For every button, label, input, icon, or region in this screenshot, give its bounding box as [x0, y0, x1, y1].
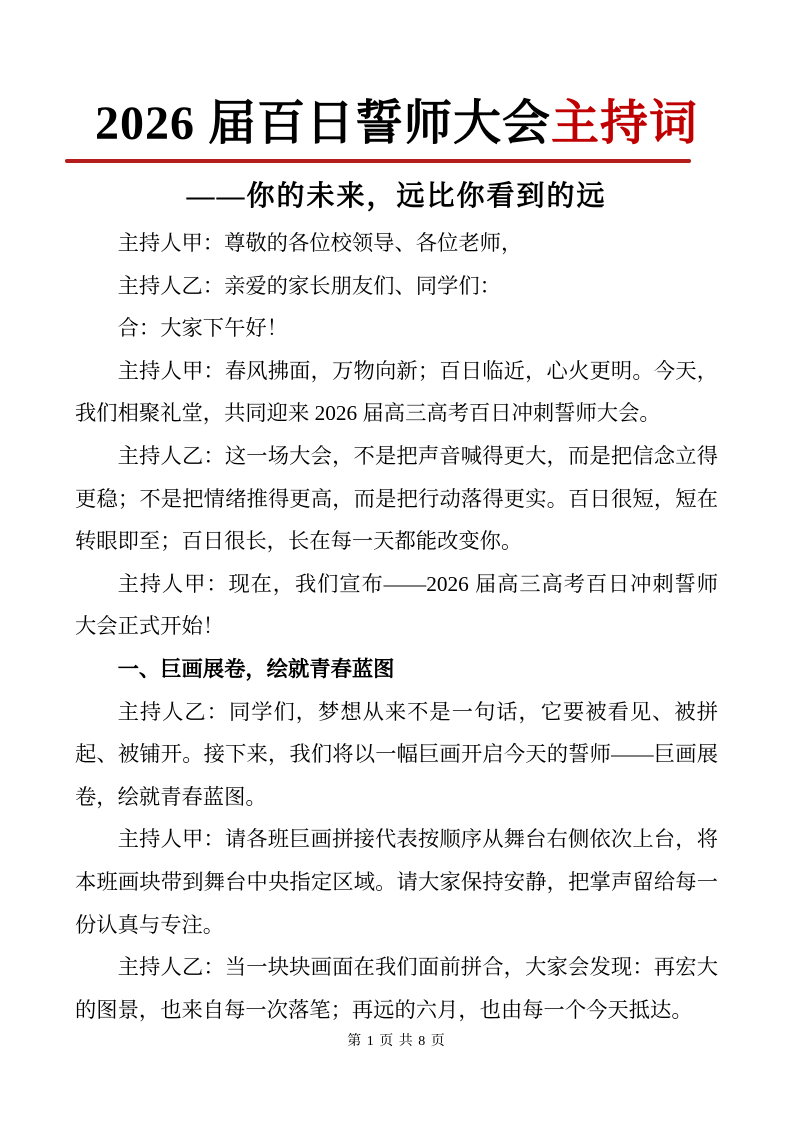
paragraph: 主持人甲：春风拂面，万物向新；百日临近，心火更明。今天，我们相聚礼堂，共同迎来 2026 届高三高考百日冲刺誓师大会。 — [75, 358, 718, 426]
document-title — [0, 94, 793, 154]
page-number-label: 第 1 页 共 8 页 — [347, 1034, 446, 1049]
title-accent-text: 主持词 — [551, 97, 699, 150]
paragraph: 主持人甲：现在，我们宣布——2026 届高三高考百日冲刺誓师大会正式开始！ — [75, 571, 718, 639]
document-body — [0, 222, 793, 1031]
title-underline-rule — [65, 159, 691, 163]
section-heading: 一、巨画展卷，绘就青春蓝图 — [117, 656, 395, 681]
paragraph: 主持人乙：这一场大会，不是把声音喊得更大，而是把信念立得更稳；不是把情绪推得更高，而是把行动落得更实。百日很短，短在转眼即至；百日很长，长在每一天都能改变你。 — [75, 443, 718, 554]
paragraph: 合：大家下午好！ — [117, 316, 288, 341]
title-main-text: 2026 届百日誓师大会 — [94, 97, 551, 150]
document-subtitle: ——你的未来，远比你看到的远 — [186, 181, 607, 212]
paragraph: 主持人甲：请各班巨画拼接代表按顺序从舞台右侧依次上台，将本班画块带到舞台中央指定区域。请大家保持安静，把掌声留给每一份认真与专注。 — [75, 827, 718, 937]
paragraph: 主持人甲：尊敬的各位校领导、各位老师， — [117, 231, 523, 255]
document-header — [0, 0, 793, 214]
paragraph: 主持人乙：亲爱的家长朋友们、同学们： — [117, 273, 501, 298]
paragraph: 主持人乙：同学们，梦想从来不是一句话，它要被看见、被拼起、被铺开。接下来，我们将以一幅巨画开启今天的誓师——巨画展卷，绘就青春蓝图。 — [75, 699, 718, 809]
paragraph: 主持人乙：当一块块画面在我们面前拼合，大家会发现：再宏大的图景，也来自每一次落笔；再远的六月，也由每一个今天抵达。 — [75, 955, 718, 1022]
page-footer — [0, 1030, 793, 1050]
